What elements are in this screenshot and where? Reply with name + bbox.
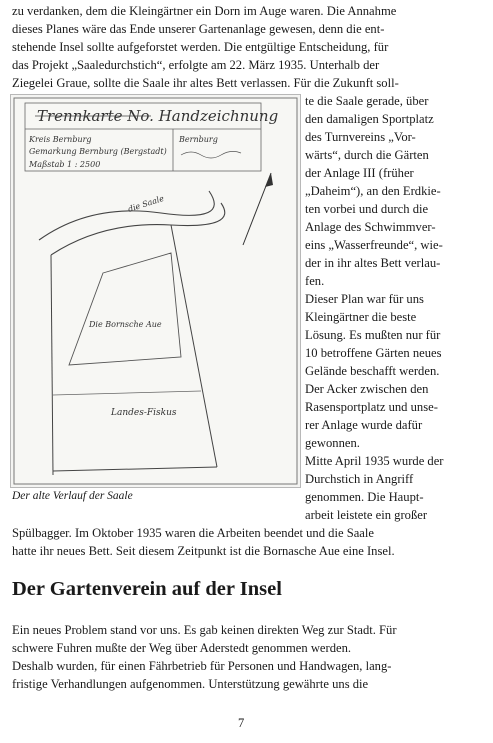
text-line: gewonnen. — [305, 436, 360, 450]
text-line: eins „Wasserfreunde“, wie- — [305, 238, 443, 252]
map-title-text: Trennkarte No. Handzeichnung — [37, 107, 279, 125]
text-line: zu verdanken, dem die Kleingärtner ein Dorn im Auge waren. Die Annahme — [12, 4, 397, 18]
text-line: das Projekt „Saaledurchstich“, erfolgte am 22. März 1935. Unterhalb der — [12, 58, 380, 72]
figure-caption: Der alte Verlauf der Saale — [12, 490, 133, 502]
place-text: Bernburg — [179, 135, 218, 144]
text-line: Gelände beschafft werden. — [305, 364, 440, 378]
text-line: dieses Planes wäre das Ende unserer Gartenanlage gewesen, denn die ent- — [12, 22, 385, 36]
section-heading: Der Gartenverein auf der Insel — [12, 578, 282, 600]
text-line: Ziegelei Graue, sollte die Saale ihr altes Bett verlassen. Für die Zukunft soll- — [12, 76, 399, 90]
text-line: Dieser Plan war für uns — [305, 292, 424, 306]
text-line: fen. — [305, 274, 325, 288]
text-line: Rasensportplatz und unse- — [305, 400, 438, 414]
page-number: 7 — [238, 716, 245, 730]
text-line: genommen. Die Haupt- — [305, 490, 424, 504]
text-line: Mitte April 1935 wurde der — [305, 454, 444, 468]
text-line: te die Saale gerade, über — [305, 94, 429, 108]
massstab-text: Maßstab 1 : 2500 — [29, 160, 101, 169]
gemarkung-text: Gemarkung Bernburg (Bergstadt) — [29, 147, 167, 156]
text-line: Ein neues Problem stand vor uns. Es gab keinen direkten Weg zur Stadt. Für — [12, 623, 397, 637]
text-line: 10 betroffene Gärten neues — [305, 346, 442, 360]
map-figure — [10, 94, 301, 488]
text-line: Spülbagger. Im Oktober 1935 waren die Arbeiten beendet und die Saale — [12, 526, 374, 540]
text-line: ten vorbei und durch die — [305, 202, 429, 216]
text-line: Anlage des Schwimmver- — [305, 220, 436, 234]
text-line: stehende Insel sollte aufgeforstet werden. Die entgültige Entscheidung, für — [12, 40, 389, 54]
text-line: der Anlage III (früher — [305, 166, 414, 180]
text-line: wärts“, durch die Gärten — [305, 148, 429, 162]
fiskus-label: Landes-Fiskus — [111, 408, 177, 418]
kreis-text: Kreis Bernburg — [29, 135, 92, 144]
text-line: schwere Fuhren mußte der Weg über Aderstedt genommen werden. — [12, 641, 352, 655]
text-line: Durchstich in Angriff — [305, 472, 414, 486]
saale-label: die Saale — [126, 193, 166, 214]
text-line: arbeit leistete ein großer — [305, 508, 428, 522]
text-line: Deshalb wurden, für einen Fährbetrieb für Personen und Handwagen, lang- — [12, 659, 392, 673]
text-line: der in ihr altes Bett verlau- — [305, 256, 441, 270]
map-drawing — [11, 95, 300, 487]
text-line: den damaligen Sportplatz — [305, 112, 434, 126]
text-line: Lösung. Es mußten nur für — [305, 328, 441, 342]
text-line: hatte ihr neues Bett. Seit diesem Zeitpunkt ist die Bornasche Aue eine Insel. — [12, 544, 395, 558]
aue-label: Die Bornsche Aue — [89, 320, 162, 329]
text-line: „Daheim“), an den Erdkie- — [305, 184, 441, 198]
text-line: fristige Verhandlungen aufgenommen. Unterstützung gewährte uns die — [12, 677, 369, 691]
text-line: rer Anlage wurde dafür — [305, 418, 423, 432]
text-line: Der Acker zwischen den — [305, 382, 429, 396]
text-line: des Turnvereins „Vor- — [305, 130, 416, 144]
text-line: Kleingärtner die beste — [305, 310, 417, 324]
